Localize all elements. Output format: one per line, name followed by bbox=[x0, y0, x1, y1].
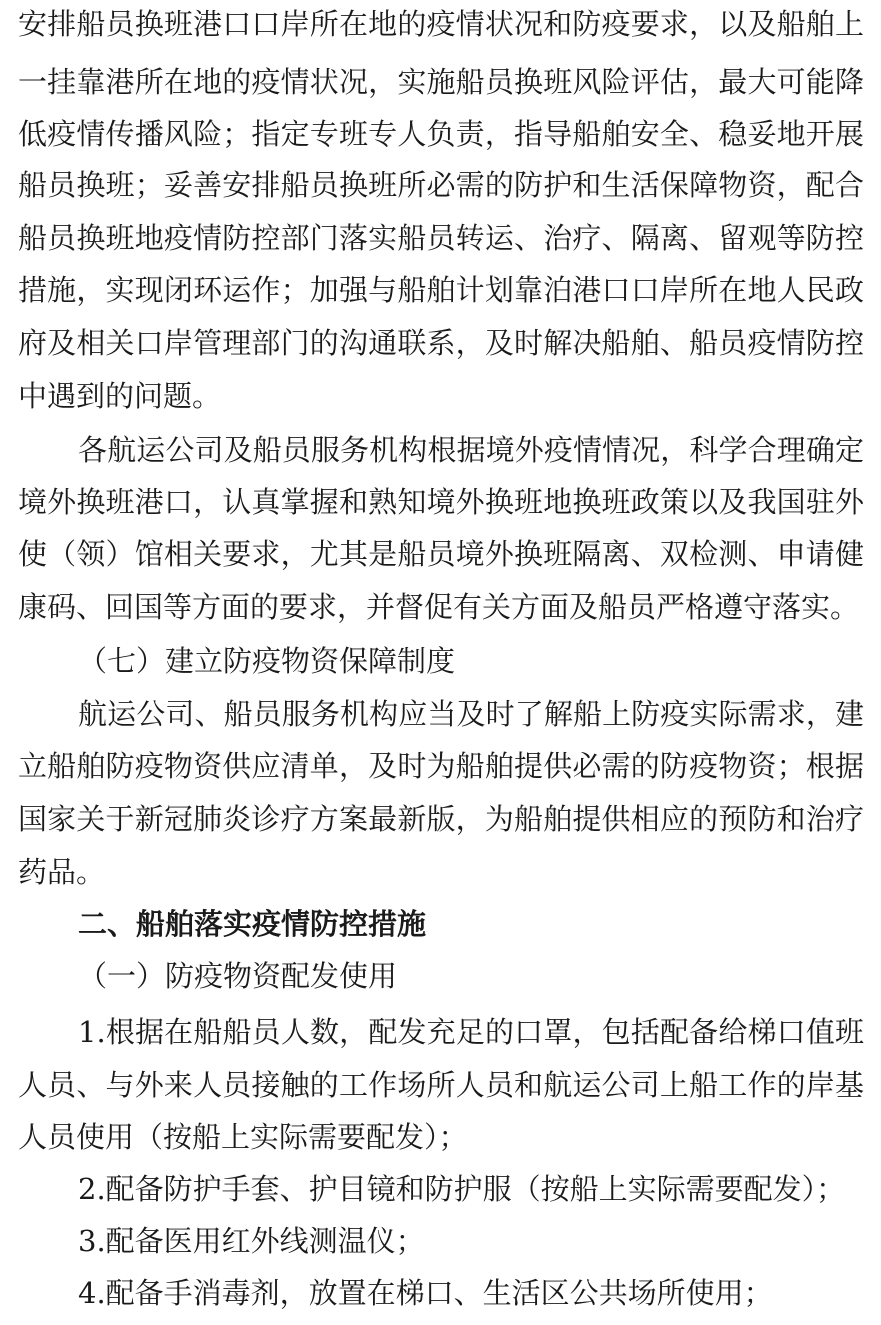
paragraph-3-line-2: 立船舶防疫物资供应清单，及时为船舶提供必需的防疫物资；根据 bbox=[18, 749, 864, 783]
item-1-line-3: 人员使用（按船上实际需要配发）； bbox=[18, 1120, 468, 1154]
paragraph-2-line-4: 康码、回国等方面的要求，并督促有关方面及船员严格遵守落实。 bbox=[18, 590, 860, 624]
item-4: 4.配备手消毒剂，放置在梯口、生活区公共场所使用； bbox=[78, 1276, 773, 1310]
paragraph-3-line-1: 航运公司、船员服务机构应当及时了解船上防疫实际需求，建 bbox=[78, 697, 864, 731]
paragraph-1-line-4: 船员换班；妥善安排船员换班所必需的防护和生活保障物资，配合 bbox=[18, 168, 864, 202]
paragraph-1-line-7: 府及相关口岸管理部门的沟通联系，及时解决船舶、船员疫情防控 bbox=[18, 326, 864, 360]
subsection-1-title: （一）防疫物资配发使用 bbox=[78, 959, 398, 993]
paragraph-1-line-2: 一挂靠港所在地的疫情状况，实施船员换班风险评估，最大可能降 bbox=[18, 65, 864, 99]
item-1-line-1: 1.根据在船船员人数，配发充足的口罩，包括配备给梯口值班 bbox=[78, 1015, 864, 1049]
paragraph-2-line-1: 各航运公司及船员服务机构根据境外疫情情况，科学合理确定 bbox=[78, 433, 864, 467]
subsection-7-title: （七）建立防疫物资保障制度 bbox=[78, 644, 456, 678]
paragraph-1-line-5: 船员换班地疫情防控部门落实船员转运、治疗、隔离、留观等防控 bbox=[18, 221, 864, 255]
item-2: 2.配备防护手套、护目镜和防护服（按船上实际需要配发）； bbox=[78, 1172, 846, 1206]
paragraph-2-line-2: 境外换班港口，认真掌握和熟知境外换班地换班政策以及我国驻外 bbox=[18, 485, 864, 519]
item-3: 3.配备医用红外线测温仪； bbox=[78, 1224, 425, 1258]
section-2-heading: 二、船舶落实疫情防控措施 bbox=[78, 907, 427, 941]
paragraph-1-line-6: 措施，实现闭环运作；加强与船舶计划靠泊港口口岸所在地人民政 bbox=[18, 273, 864, 307]
paragraph-1-line-1: 安排船员换班港口口岸所在地的疫情状况和防疫要求，以及船舶上 bbox=[18, 7, 864, 41]
paragraph-1-line-3: 低疫情传播风险；指定专班专人负责，指导船舶安全、稳妥地开展 bbox=[18, 117, 864, 151]
paragraph-1-line-8: 中遇到的问题。 bbox=[18, 379, 222, 413]
item-1-line-2: 人员、与外来人员接触的工作场所人员和航运公司上船工作的岸基 bbox=[18, 1068, 864, 1102]
paragraph-3-line-4: 药品。 bbox=[18, 855, 106, 889]
paragraph-2-line-3: 使（领）馆相关要求，尤其是船员境外换班隔离、双检测、申请健 bbox=[18, 537, 864, 571]
paragraph-3-line-3: 国家关于新冠肺炎诊疗方案最新版，为船舶提供相应的预防和治疗 bbox=[18, 802, 864, 836]
